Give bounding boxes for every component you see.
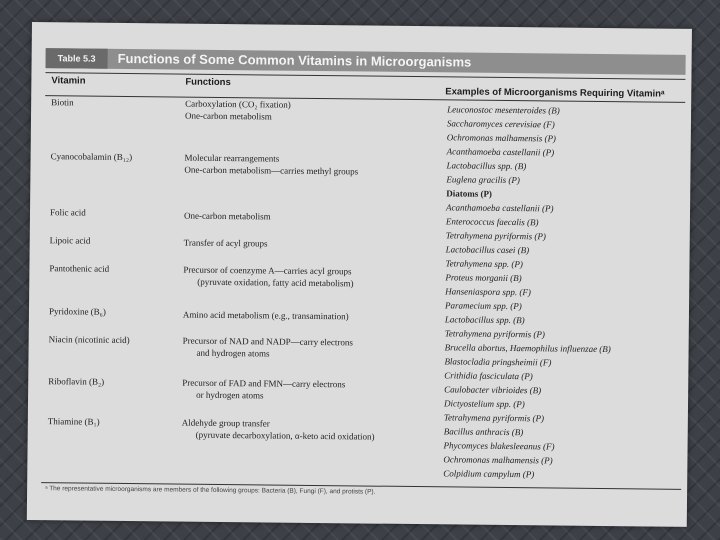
- example-organism: Blastocladia pringsheimii (F): [444, 356, 552, 368]
- example-organism: Tetrahymena spp. (P): [445, 258, 523, 270]
- example-organism: Tetrahymena pyriformis (P): [444, 328, 545, 340]
- function-line: Amino acid metabolism (e.g., transamination): [182, 309, 349, 322]
- textbook-page: [27, 22, 692, 527]
- example-organism: Dictyostelium spp. (P): [443, 398, 525, 410]
- vitamin-cell: Pyridoxine (B₆): [48, 306, 106, 317]
- example-organism: Paramecium spp. (P): [445, 300, 522, 312]
- function-line: One-carbon metabolism: [183, 210, 271, 222]
- example-organism: Acanthamoeba castellanii (P): [446, 202, 554, 214]
- function-line: and hydrogen atoms: [196, 347, 270, 359]
- header-functions: Functions: [185, 76, 231, 89]
- table-footnote: ᵃ The representative microorganisms are members of the following groups: Bacteria (B), Fungi (F), and protists (P).: [45, 485, 376, 496]
- vitamin-cell: Thiamine (B₁): [47, 416, 100, 427]
- function-cell: [185, 98, 291, 123]
- example-organism: Crithidia fasciculata (P): [444, 370, 533, 382]
- example-organism: Euglena gracilis (P): [446, 174, 520, 186]
- vitamin-cell: Riboflavin (B₂): [48, 376, 105, 387]
- function-line: Precursor of NAD and NADP—carry electrons: [182, 335, 353, 348]
- example-organism: Hanseniaspora spp. (F): [445, 286, 531, 298]
- vitamin-cell: Folic acid: [49, 207, 86, 218]
- example-organism: Lactobacillus casei (B): [445, 244, 530, 256]
- function-line: (pyruvate decarboxylation, α-keto acid oxidation): [195, 429, 375, 442]
- function-cell: [182, 335, 352, 361]
- function-line: Aldehyde group transfer: [181, 417, 270, 429]
- example-organism: Ochromonas malhamensis (P): [443, 454, 553, 466]
- example-organism: Caulobacter vibrioides (B): [444, 384, 542, 396]
- function-line: One-carbon metabolism—carries methyl groups: [184, 164, 359, 177]
- vitamin-cell: Biotin: [51, 97, 74, 108]
- vitamin-cell: Cyanocobalamin (B₁₂): [50, 151, 133, 163]
- function-line: Transfer of acyl groups: [183, 237, 268, 249]
- example-organism: Tetrahymena pyriformis (P): [443, 412, 545, 424]
- vitamin-cell: Niacin (nicotinic acid): [48, 334, 130, 346]
- example-organism: Lactobacillus spp. (B): [446, 160, 527, 172]
- vitamin-cell: Pantothenic acid: [49, 263, 110, 274]
- example-organism: Brucella abortus, Haemophilus influenzae (B): [444, 342, 611, 355]
- function-cell: [184, 237, 268, 250]
- function-cell: [183, 309, 349, 323]
- function-cell: [184, 210, 271, 223]
- function-line: Carboxylation (CO₂ fixation): [185, 98, 291, 110]
- function-line: Precursor of FAD and FMN—carry electrons: [182, 377, 346, 390]
- function-line: One-carbon metabolism: [184, 110, 272, 122]
- function-line: Precursor of coenzyme A—carries acyl groups: [183, 264, 352, 277]
- header-examples: Examples of Microorganisms Requiring Vitaminᵃ: [445, 86, 665, 100]
- example-organism: Proteus morganii (B): [445, 272, 522, 284]
- function-line: or hydrogen atoms: [196, 389, 264, 401]
- function-cell: [182, 377, 345, 403]
- example-organism: Ochromonas malhamensis (P): [446, 132, 557, 144]
- example-organism: Diatoms (P): [446, 188, 493, 199]
- example-organism: Bacillus anthracis (B): [443, 426, 524, 438]
- function-line: Molecular rearrangements: [184, 152, 280, 164]
- example-organism: Colpidium campylum (P): [443, 468, 535, 480]
- vitamin-cell: Lipoic acid: [49, 235, 91, 246]
- example-organism: Leuconostoc mesenteroides (B): [447, 104, 560, 116]
- example-organism: Phycomyces blakesleeanus (F): [443, 440, 555, 452]
- table-title: Functions of Some Common Vitamins in Microorganisms: [117, 50, 472, 70]
- function-line: (pyruvate oxidation, fatty acid metabolism): [197, 276, 354, 289]
- header-vitamin: Vitamin: [51, 75, 86, 87]
- table-number: Table 5.3: [46, 48, 108, 69]
- example-organism: Saccharomyces cerevisiae (F): [446, 118, 555, 130]
- example-organism: Tetrahymena pyriformis (P): [445, 230, 547, 242]
- function-cell: [183, 264, 353, 290]
- table-title-bar: [46, 48, 686, 75]
- function-cell: [182, 417, 375, 443]
- example-organism: Lactobacillus spp. (B): [444, 314, 525, 326]
- example-organism: Acanthamoeba castellanii (P): [446, 146, 555, 158]
- example-organism: Enterococcus faecalis (B): [445, 216, 539, 228]
- function-cell: [184, 152, 358, 178]
